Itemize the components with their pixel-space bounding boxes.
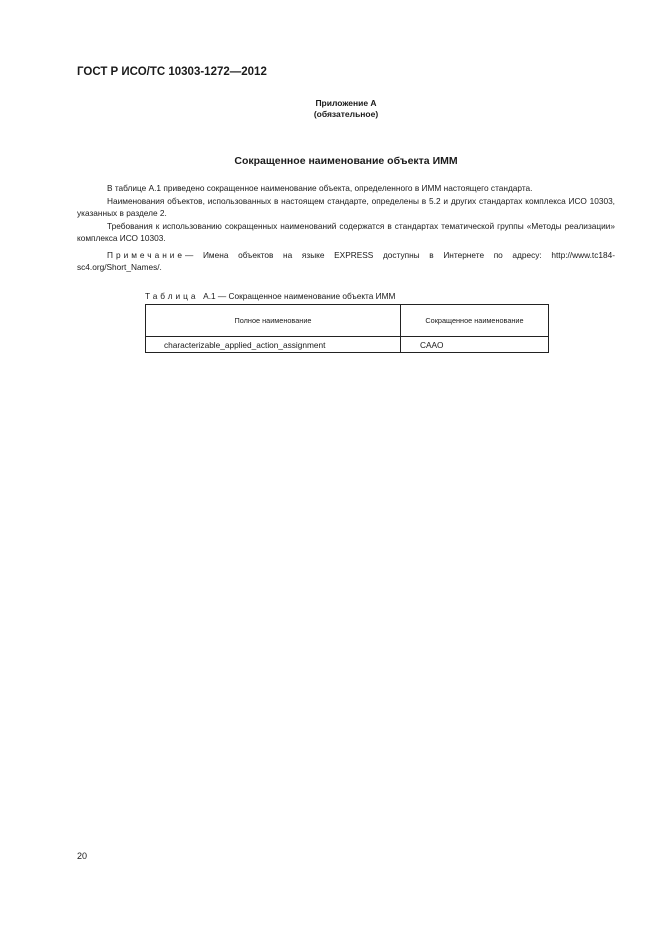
paragraph: Требования к использованию сокращенных наименований содержатся в стандартах тематической группы «Методы реализации» комплекса ИСО 10303. (77, 220, 615, 243)
paragraph: В таблице А.1 приведено сокращенное наименование объекта, определенного в ИММ настоящего стандарта. (107, 183, 533, 193)
page-number: 20 (77, 851, 88, 861)
note-text: — Имена объектов на языке EXPRESS доступны в Интернете по адресу: http://www.tc184-sc4.org/Short_Names/. (77, 249, 615, 272)
table-row (146, 337, 549, 353)
column-header-short-name: Сокращенное наименование (401, 305, 549, 337)
table-caption (145, 291, 395, 301)
appendix-title: Приложение А (315, 98, 377, 108)
note (77, 249, 615, 274)
table-caption-text: А.1 — Сокращенное наименование объекта ИММ (203, 291, 396, 301)
paragraph: Наименования объектов, использованных в настоящем стандарте, определены в 5.2 и других стандартах комплекса ИСО 10303, указанных в разделе 2. (77, 195, 615, 218)
appendix-heading (0, 98, 661, 120)
column-header-full-name: Полное наименование (146, 305, 401, 337)
appendix-status: (обязательное) (313, 109, 379, 119)
short-names-table (145, 304, 549, 353)
table-header-row (146, 305, 549, 337)
short-name-cell: CAAO (401, 337, 549, 353)
table-caption-label: Таблица (145, 291, 199, 301)
section-title: Сокращенное наименование объекта ИММ (234, 155, 458, 167)
note-label: Примечание (107, 249, 186, 260)
body-text (77, 182, 615, 274)
standard-header: ГОСТ Р ИСО/ТС 10303-1272—2012 (77, 66, 267, 78)
full-name-cell: characterizable_applied_action_assignment (146, 337, 401, 353)
